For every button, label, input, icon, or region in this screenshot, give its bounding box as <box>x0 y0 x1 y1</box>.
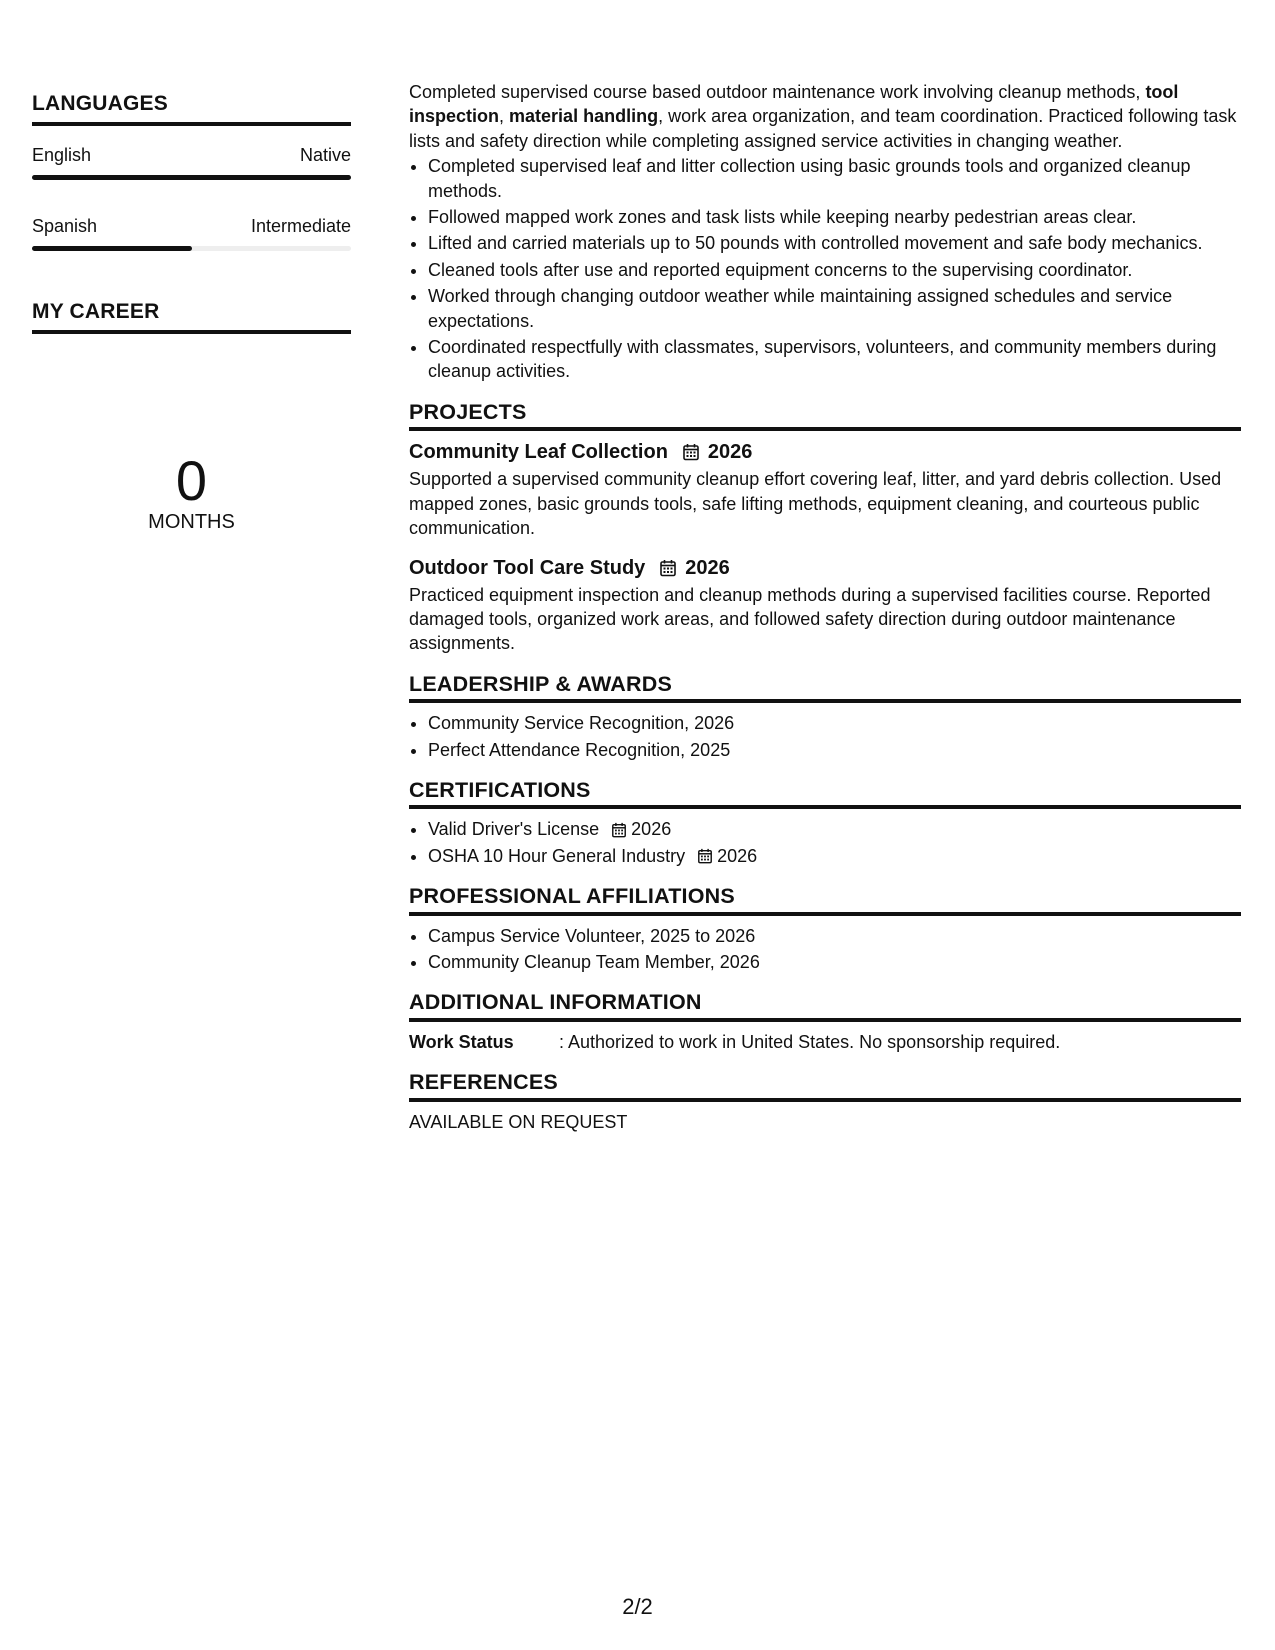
list-item <box>428 817 1241 841</box>
additional-info-heading: ADDITIONAL INFORMATION <box>409 990 1241 1021</box>
list-item: • Followed mapped work zones and task lists while keeping nearby pedestrian areas clear. <box>428 205 1241 229</box>
languages-heading: LANGUAGES <box>32 92 351 126</box>
references-text: AVAILABLE ON REQUEST <box>409 1111 628 1132</box>
leadership-list <box>409 711 1241 762</box>
certifications-list <box>409 817 1241 868</box>
list-item: • Coordinated respectfully with classmates, supervisors, volunteers, and community members during cleanup activities. <box>428 335 1241 384</box>
experience-bullet-list <box>409 154 1241 384</box>
certification-year: 2026 <box>631 819 672 840</box>
language-name: English <box>32 145 92 165</box>
summary-keyword: material handling <box>509 106 659 127</box>
affiliations-list <box>409 924 1241 975</box>
summary-text: Completed supervised course based outdoor maintenance work involving cleanup methods, <box>409 82 1146 102</box>
summary-separator: , <box>499 106 510 127</box>
language-level: Native <box>299 145 351 165</box>
language-proficiency-bar <box>32 246 351 251</box>
project-item <box>409 555 1241 656</box>
list-item: • Perfect Attendance Recognition, 2025 <box>428 738 1241 762</box>
career-duration <box>32 449 351 534</box>
list-item: • Cleaned tools after use and reported equipment concerns to the supervising coordinator. <box>428 258 1241 282</box>
certification-name: • OSHA 10 Hour General Industry <box>428 845 686 866</box>
projects-heading: PROJECTS <box>409 400 1241 431</box>
list-item: • Worked through changing outdoor weather while maintaining assigned schedules and service expectations. <box>428 284 1241 333</box>
page-number: 2/2 <box>622 1594 653 1619</box>
projects-section <box>409 400 1241 656</box>
leadership-section <box>409 672 1241 762</box>
certification-name: • Valid Driver's License <box>428 819 600 840</box>
language-proficiency-fill <box>32 175 351 180</box>
project-year: 2026 <box>707 441 753 464</box>
languages-list <box>32 144 351 251</box>
list-item: • Completed supervised leaf and litter collection using basic grounds tools and organized cleanup methods. <box>428 154 1241 203</box>
project-name: Community Leaf Collection <box>409 441 668 464</box>
language-item-english <box>32 144 351 180</box>
project-name: Outdoor Tool Care Study <box>409 556 646 579</box>
calendar-icon <box>682 443 700 461</box>
certifications-section <box>409 778 1241 868</box>
summary-text: , work area organization, and team coordination. Practiced following task lists and safety direction while completing assigned service activities in changing weather. <box>409 106 1237 151</box>
calendar-icon <box>659 559 677 577</box>
affiliations-section <box>409 884 1241 974</box>
work-status-value: : Authorized to work in United States. No sponsorship required. <box>559 1031 1061 1052</box>
career-heading: MY CAREER <box>32 300 351 334</box>
list-item: • Campus Service Volunteer, 2025 to 2026 <box>428 924 1241 948</box>
references-section <box>409 1070 1241 1134</box>
language-item-spanish <box>32 215 351 251</box>
left-column <box>32 92 351 534</box>
list-item: • Community Service Recognition, 2026 <box>428 711 1241 735</box>
list-item: • Community Cleanup Team Member, 2026 <box>428 950 1241 974</box>
career-value: 0 <box>175 449 208 512</box>
project-description: Supported a supervised community cleanup effort covering leaf, litter, and yard debris collection. Used mapped zones, basic grounds tools, safe lifting methods, equipment cleaning, and courteous public communication. <box>409 469 1222 539</box>
certifications-heading: CERTIFICATIONS <box>409 778 1241 809</box>
project-year: 2026 <box>685 556 730 579</box>
project-description: Practiced equipment inspection and cleanup methods during a supervised facilities course. Reported damaged tools, organized work areas, and followed safety direction during outdoor maintenance assignments. <box>409 584 1211 654</box>
references-heading: REFERENCES <box>409 1070 1241 1101</box>
additional-info-section <box>409 990 1241 1054</box>
work-status-label: Work Status <box>409 1031 514 1052</box>
work-status-row <box>409 1030 1241 1054</box>
summary-keyword: tool inspection <box>409 82 1179 127</box>
right-column <box>409 80 1241 1134</box>
language-proficiency-bar <box>32 175 351 180</box>
language-name: Spanish <box>32 216 98 236</box>
list-item: • Lifted and carried materials up to 50 pounds with controlled movement and safe body mechanics. <box>428 231 1241 255</box>
affiliations-heading: PROFESSIONAL AFFILIATIONS <box>409 884 1241 915</box>
calendar-icon <box>697 848 713 864</box>
certification-year: 2026 <box>717 845 758 866</box>
language-proficiency-fill <box>32 246 192 251</box>
language-level: Intermediate <box>250 216 351 236</box>
list-item <box>428 844 1241 868</box>
project-item <box>409 439 1241 540</box>
career-unit: MONTHS <box>148 511 235 533</box>
leadership-heading: LEADERSHIP & AWARDS <box>409 672 1241 703</box>
experience-summary <box>409 80 1241 153</box>
calendar-icon <box>611 822 627 838</box>
